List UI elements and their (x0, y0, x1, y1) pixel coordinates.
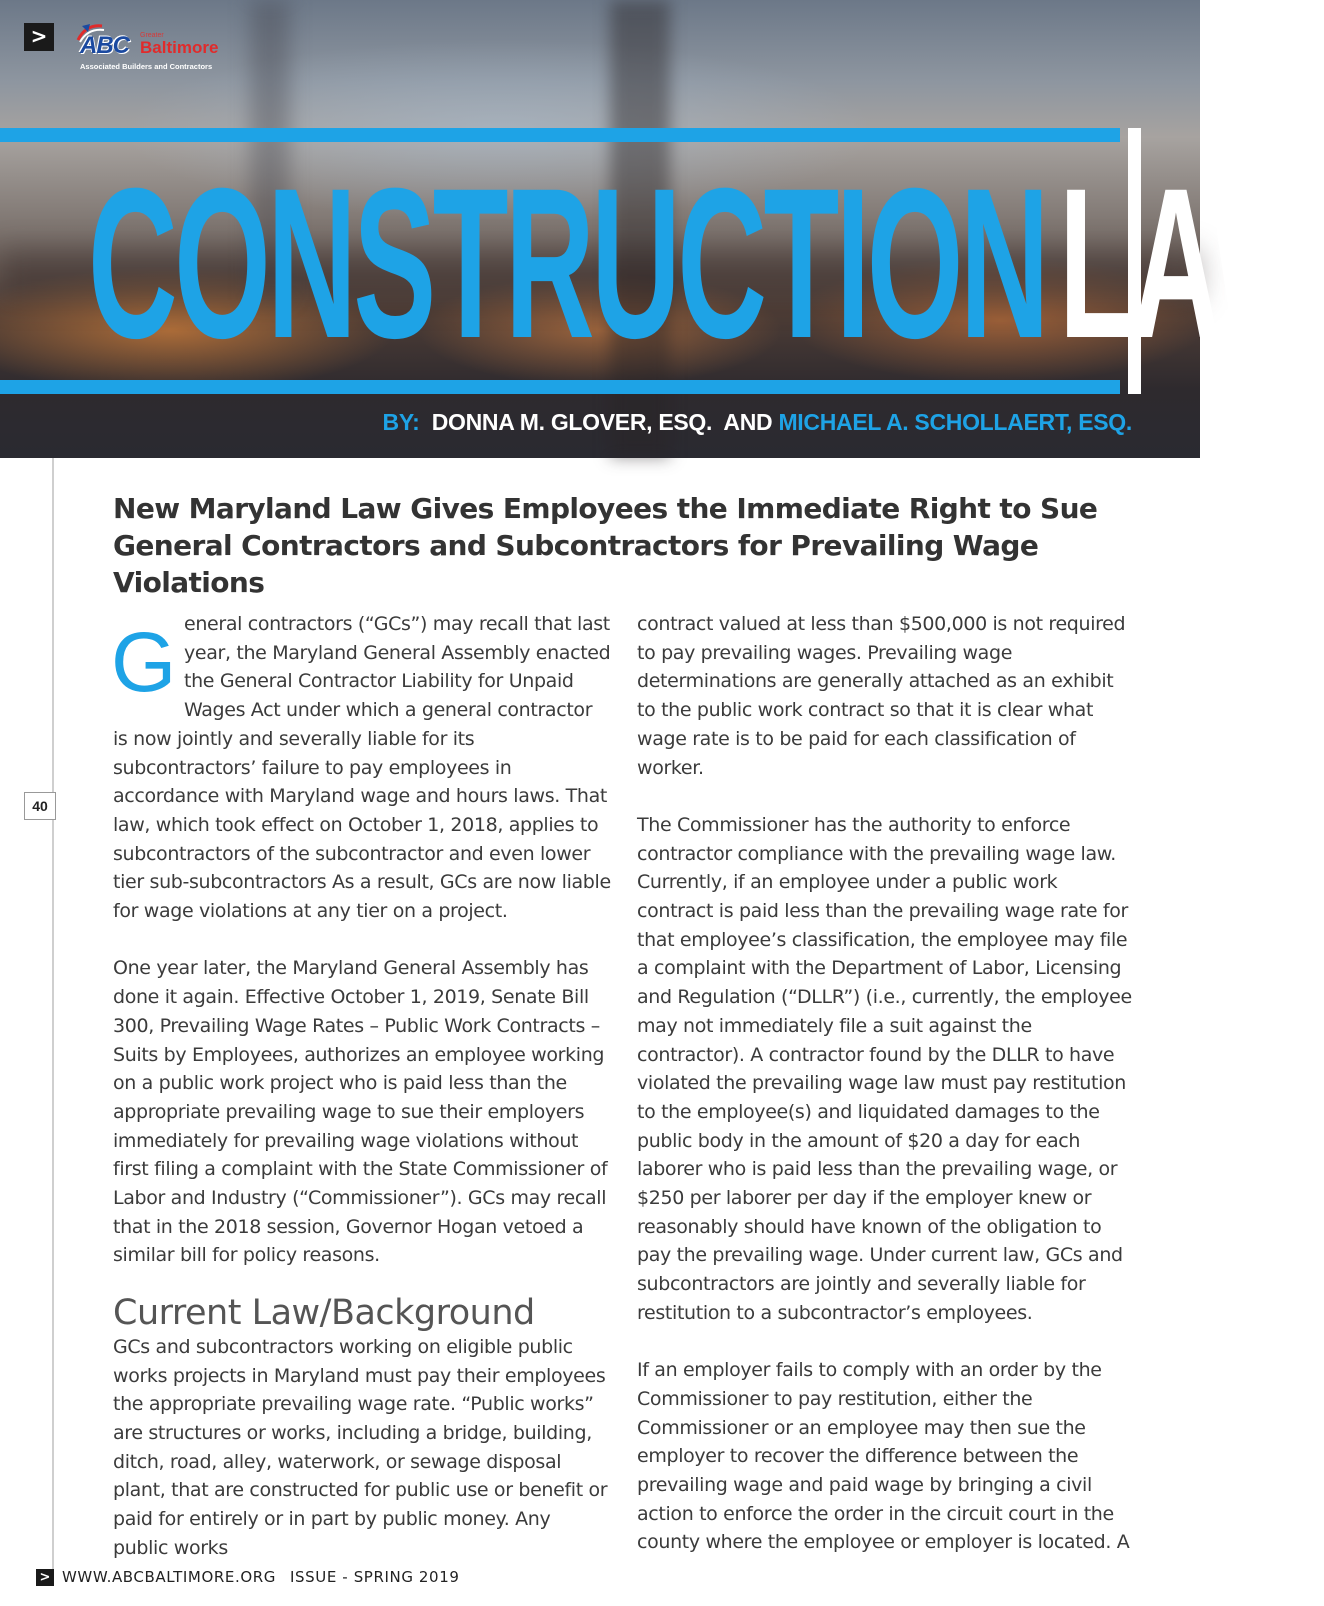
title-word-law: LAW (1058, 144, 1324, 383)
paragraph-text: eneral contractors (“GCs”) may recall that last year, the Maryland General Assembly enacted the General Contractor Liability for Unpaid Wages Act under which a general contractor is now jointly and severally liable for its subcontractors’ failure to pay employees in accordance with Maryland wage and hours laws. That law, which took effect on October 1, 2018, applies to subcontractors of the subcontractor and even lower tier sub-subcontractors As a result, GCs are now liable for wage violations at any tier on a project. (113, 613, 611, 923)
section-title (88, 144, 1324, 383)
footer-issue: ISSUE - SPRING 2019 (290, 1568, 460, 1586)
paragraph: The Commissioner has the authority to enforce contractor compliance with the prevailing wage law. Currently, if an employee under a public work contract is paid less than the prevailing wage rate for that employee’s classification, the employee may file a complaint with the Department of Labor, Licensing and Regulation (“DLLR”) (i.e., currently, the employee may not immediately file a suit against the contractor). A contractor found by the DLLR to have violated the prevailing wage law must pay restitution to the employee(s) and liquidated damages to the public body in the amount of $20 a day for each laborer who is paid less than the prevailing wage, or $250 per laborer per day if the employer knew or reasonably should have known of the obligation to pay the prevailing wage. Under current law, GCs and subcontractors are jointly and severally liable for restitution to a subcontractor’s employees. (637, 813, 1132, 1324)
section-arrow-icon: > (24, 23, 54, 51)
page-number: 40 (24, 792, 56, 820)
byline-and: AND (723, 409, 773, 435)
page-footer (36, 1568, 460, 1588)
byline-author-2: MICHAEL A. SCHOLLAERT, ESQ. (778, 409, 1132, 435)
hero-banner (0, 0, 1324, 458)
article-column-left (113, 610, 611, 1591)
paragraph: If an employer fails to comply with an order by the Commissioner to pay restitution, either the Commissioner or an employee may then sue the employer to recover the difference between the prevailing wage and paid wage by bringing a civil action to enforce the order in the circuit court in the county where the employee or employer is located. A (637, 1359, 1130, 1554)
byline (383, 409, 1132, 436)
footer-arrow-icon: > (36, 1569, 54, 1586)
margin-rule (52, 458, 54, 1576)
logo-association: Associated Builders and Contractors (80, 62, 213, 71)
logo-greater: Greater (140, 32, 164, 39)
byline-by: BY: (382, 409, 420, 435)
logo-city: Baltimore (140, 38, 219, 57)
abc-baltimore-logo[interactable] (76, 22, 236, 72)
footer-website[interactable]: WWW.ABCBALTIMORE.ORG (62, 1568, 277, 1586)
drop-cap: G (111, 615, 176, 709)
section-subheading: Current Law/Background (113, 1292, 535, 1333)
paragraph: contract valued at less than $500,000 is not required to pay prevailing wages. Prevailing wage determinations are generally attached as an exhibit to the public work contract so that it is clear what wage rate is to be paid for each classification of worker. (637, 613, 1126, 779)
byline-author-1: DONNA M. GLOVER, ESQ. (431, 409, 713, 435)
paragraph (113, 610, 611, 926)
article-column-right (637, 610, 1135, 1586)
logo-abc: ABC (80, 32, 129, 59)
paragraph: GCs and subcontractors working on eligible public works projects in Maryland must pay their employees the appropriate prevailing wage rate. “Public works” are structures or works, including a bridge, building, ditch, road, alley, waterwork, or sewage disposal plant, that are constructed for public use or benefit or paid for entirely or in part by public money. Any public works (113, 1335, 608, 1559)
article-headline: New Maryland Law Gives Employees the Immediate Right to Sue General Contractors and Subcontractors for Prevailing Wage Violations (113, 492, 1098, 599)
paragraph: One year later, the Maryland General Assembly has done it again. Effective October 1, 2019, Senate Bill 300, Prevailing Wage Rates – Public Work Contracts – Suits by Employees, authorizes an employee working on a public work project who is paid less than the appropriate prevailing wage to sue their employers immediately for prevailing wage violations without first filing a complaint with the State Commissioner of Labor and Industry (“Commissioner”). GCs may recall that in the 2018 session, Governor Hogan vetoed a similar bill for policy reasons. (113, 957, 608, 1267)
title-word-construction: CONSTRUCTION (88, 144, 1047, 383)
title-rule-top (0, 128, 1120, 142)
